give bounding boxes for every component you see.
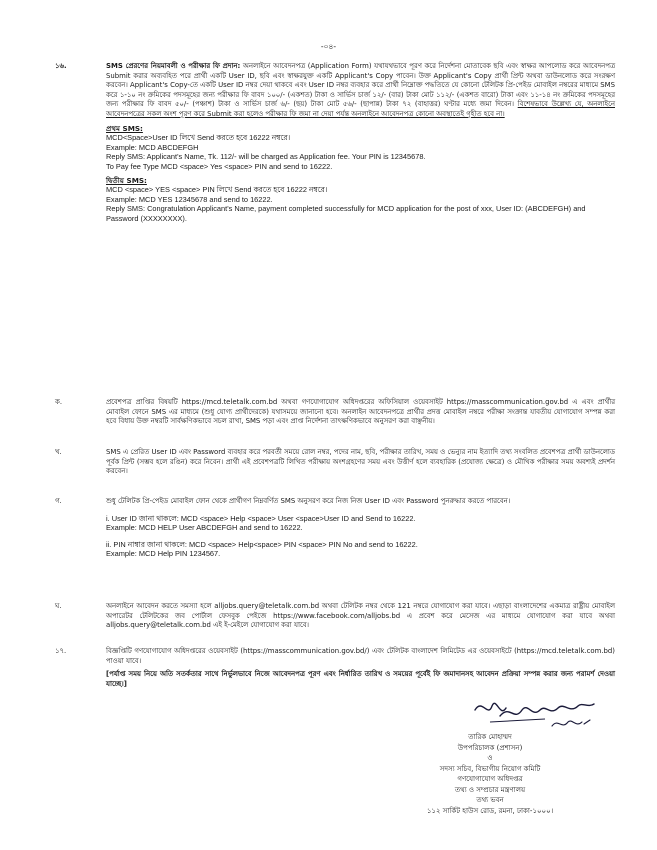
recover-user-id: [106, 514, 615, 533]
second-sms-block: [106, 176, 615, 224]
office-name: গণযোগাযোগ অধিদপ্তর: [457, 775, 523, 783]
section-16-text: অনলাইনে আবেদনপত্র (Application Form) যথাযথভাবে পূরণ করে নির্দেশনা মোতাবেক ছবি এবং স্বাক্ষর আপলোড করে আবেদনপত্র Submit করার অব্যবহিত পরে প্রার্থী একটি User ID, ছবি এবং স্বাক্ষরযুক্ত একটি Applicant's Copy পাবেন। উক্ত Applicant's Copy প্রার্থী প্রিন্ট অথবা ডাউনলোড করে সংরক্ষণ করবেন। Applicant's Copy-তে একটি User ID নম্বর দেয়া থাকবে এবং User ID নম্বর ব্যবহার করে প্রার্থী নিম্নোক্ত পদ্ধতিতে যে কোনো টেলিটক প্রি-পেইড মোবাইল নম্বরের মাধ্যমে SMS করে ১-১০ নং ক্রমিকের পদসমূহের জন্য পরীক্ষার ফি বাবদ ১০০/- (একশত) টাকা ও সার্ভিস চার্জ ১২/- (বার) টাকা মোট ১১২/- (একশত বারো) টাকা এবং ১১-১৪ নং ক্রমিকের পদসমূহের জন্য পরীক্ষার ফি বাবদ ৫০/- (পঞ্চাশ) টাকা ও সার্ভিস চার্জ ৬/- (ছয়) টাকা মোট ৫৬/- (ছাপান্ন) টাকা ৭২ (বাহাত্তর) ঘণ্টার মধ্যে জমা দিবেন।: [106, 62, 616, 109]
signature-block: [380, 732, 600, 816]
section-17-text: বিজ্ঞপ্তিটি গণযোগাযোগ অধিদপ্তরের ওয়েবসাইট (https://masscommunication.gov.bd/) এবং টেলিটক বাংলাদেশ লিমিটেড এর ওয়েবসাইটে (https://mcd.teletalk.com.bd) পাওয়া যাবে।: [106, 647, 615, 665]
recover-user-id-example: Example: MCD HELP User ABCDEFGH and send to 16222.: [106, 523, 303, 533]
second-sms-example: Example: MCD YES 12345678 and send to 16222.: [106, 194, 273, 204]
committee-role: সদস্য সচিব, বিভাগীয় নিয়োগ কমিটি: [439, 764, 541, 773]
section-gha: [55, 602, 615, 631]
second-sms-reply: Reply SMS: Congratulation Applicant's Name, payment completed successfully for MCD application for the post of xxx, User ID: (ABCDEFGH) and Password (XXXXXXXX).: [106, 204, 586, 223]
first-sms-block: [106, 124, 615, 172]
section-16-body: [106, 62, 615, 120]
recover-pin-example: Example: MCD Help PIN 1234567.: [106, 549, 221, 559]
section-16-underlined-text: বিশেষভাবে উল্লেখ্য যে, অনলাইনে আবেদনপত্রের সকল অংশ পূরণ করে Submit করা হলেও পরীক্ষার ফি জমা না দেয়া পর্যন্ত অনলাইনে আবেদনপত্র কোনো অবস্থাতেই গৃহীত হবে না।: [106, 100, 615, 118]
section-ka-text: প্রবেশপত্র প্রাপ্তির বিষয়টি https://mcd.teletalk.com.bd অথবা গণযোগাযোগ অধিদপ্তরের অফিসিয়াল ওয়েবসাইট https://masscommunication.gov.bd এ এবং প্রার্থীর মোবাইল ফোনে SMS এর মাধ্যমে (শুধু যোগ্য প্রার্থীদেরকে) যথাসময়ে জানানো হবে। অনলাইন আবেদনপত্রে প্রার্থীর প্রদত্ত মোবাইল নম্বরে পরীক্ষা সংক্রান্ত যাবতীয় যোগাযোগ সম্পন্ন করা হবে বিধায় উক্ত নম্বরটি সার্বক্ষণিকভাবে সচল রাখা, SMS পড়া এবং প্রাপ্ত নির্দেশনা তাৎক্ষণিকভাবে অনুসরণ করা বাঞ্ছনীয়।: [106, 398, 615, 426]
section-16: [55, 62, 615, 224]
signature-icon: [470, 688, 610, 738]
section-ka: [55, 398, 615, 427]
recover-pin: [106, 540, 615, 559]
section-ga: [55, 497, 615, 559]
section-number: ১৬.: [55, 62, 67, 70]
section-number: ক.: [55, 398, 63, 406]
section-number: ঘ.: [55, 602, 62, 610]
section-number: গ.: [55, 497, 62, 505]
building-name: তথ্য ভবন: [476, 796, 504, 804]
section-kha: [55, 448, 615, 477]
first-sms-title: প্রথম SMS:: [106, 123, 143, 133]
second-sms-title: দ্বিতীয় SMS:: [106, 175, 147, 185]
first-sms-line: MCD<Space>User ID লিখে Send করতে হবে 16222 নম্বরে।: [106, 133, 291, 143]
first-sms-example: Example: MCD ABCDEFGH: [106, 142, 199, 152]
ministry-name: তথ্য ও সম্প্রচার মন্ত্রণালয়: [454, 785, 526, 794]
section-kha-text: SMS এ প্রেরিত User ID এবং Password ব্যবহার করে পরবর্তী সময়ে রোল নম্বর, পদের নাম, ছবি, পরীক্ষার তারিখ, সময় ও ভেন্যুর নাম ইত্যাদি তথ্য সংবলিত প্রবেশপত্র প্রার্থী ডাউনলোড পূর্বক প্রিন্ট (সম্ভব হলে রঙিন) করে নিবেন। প্রার্থী এই প্রবেশপত্রটি লিখিত পরীক্ষায় অংশগ্রহণের সময় এবং উত্তীর্ণ হলে ব্যবহারিক (প্রযোজ্য ক্ষেত্রে) ও মৌখিক পরীক্ষার সময় অবশ্যই প্রদর্শন করবেন।: [106, 448, 615, 476]
section-ga-text: শুধু টেলিটক প্রি-পেইড মোবাইল ফোন থেকে প্রার্থীগণ নিম্নবর্ণিত SMS অনুসরণ করে নিজ নিজ User ID এবং Password পুনরুদ্ধার করতে পারবেন।: [106, 497, 511, 505]
section-16-title: SMS প্রেরণের নিয়মাবলী ও পরীক্ষার ফি প্রদান:: [106, 62, 241, 70]
first-sms-reply: Reply SMS: Applicant's Name, Tk. 112/- will be charged as Application fee. Your PIN is 12345678.: [106, 152, 426, 162]
page-number: -০৪-: [320, 42, 337, 51]
officer-designation: উপপরিচালক (প্রশাসন): [457, 743, 523, 752]
section-number: খ.: [55, 448, 62, 456]
second-sms-line: MCD <space> YES <space> PIN লিখে Send করতে হবে 16222 নম্বরে।: [106, 185, 328, 195]
recover-user-id-line: i. User ID জানা থাকলে: MCD <space> Help <space> User <space>User ID and Send to 16222.: [106, 513, 416, 523]
section-number: ১৭.: [55, 647, 67, 655]
first-sms-pay: To Pay fee Type MCD <space> Yes <space> PIN and send to 16222.: [106, 161, 333, 171]
advisory-note: [পর্যাপ্ত সময় নিয়ে অতি সতর্কতার সাথে নির্ভুলভাবে নিজে আবেদনপত্র পূরণ এবং নির্ধারিত তারিখ ও সময়ের পূর্বেই ফি জমাদানসহ আবেদন প্রক্রিয়া সম্পন্ন করার জন্য পরামর্শ দেওয়া যাচ্ছে।]: [106, 670, 615, 688]
officer-name: তারিক মোহাম্মদ: [468, 733, 512, 741]
office-address: ১১২ সার্কিট হাউস রোড, রমনা, ঢাকা-১০০০।: [426, 806, 554, 815]
section-gha-text: অনলাইনে আবেদন করতে সমস্যা হলে alljobs.query@teletalk.com.bd অথবা টেলিটক নম্বর থেকে 121 নম্বরে যোগাযোগ করা যাবে। এছাড়া বাংলাদেশের একমাত্র রাষ্ট্রীয় মোবাইল অপারেটর টেলিটকের জব পোর্টাল ফেসবুক পেইজে https://www.facebook.com/alljobs.bd এ প্রবেশ করে মেসেজ এর মাধ্যমে যোগাযোগ করা যাবে অথবা alljobs.query@teletalk.com.bd এই ই-মেইলে যোগাযোগ করা যাবে।: [106, 602, 615, 630]
section-17: [55, 647, 615, 689]
recover-pin-line: ii. PIN নাম্বার জানা থাকলে: MCD <space> Help<space> PIN <space> PIN No and send to 16222.: [106, 539, 418, 549]
conjunction: ও: [487, 754, 493, 762]
